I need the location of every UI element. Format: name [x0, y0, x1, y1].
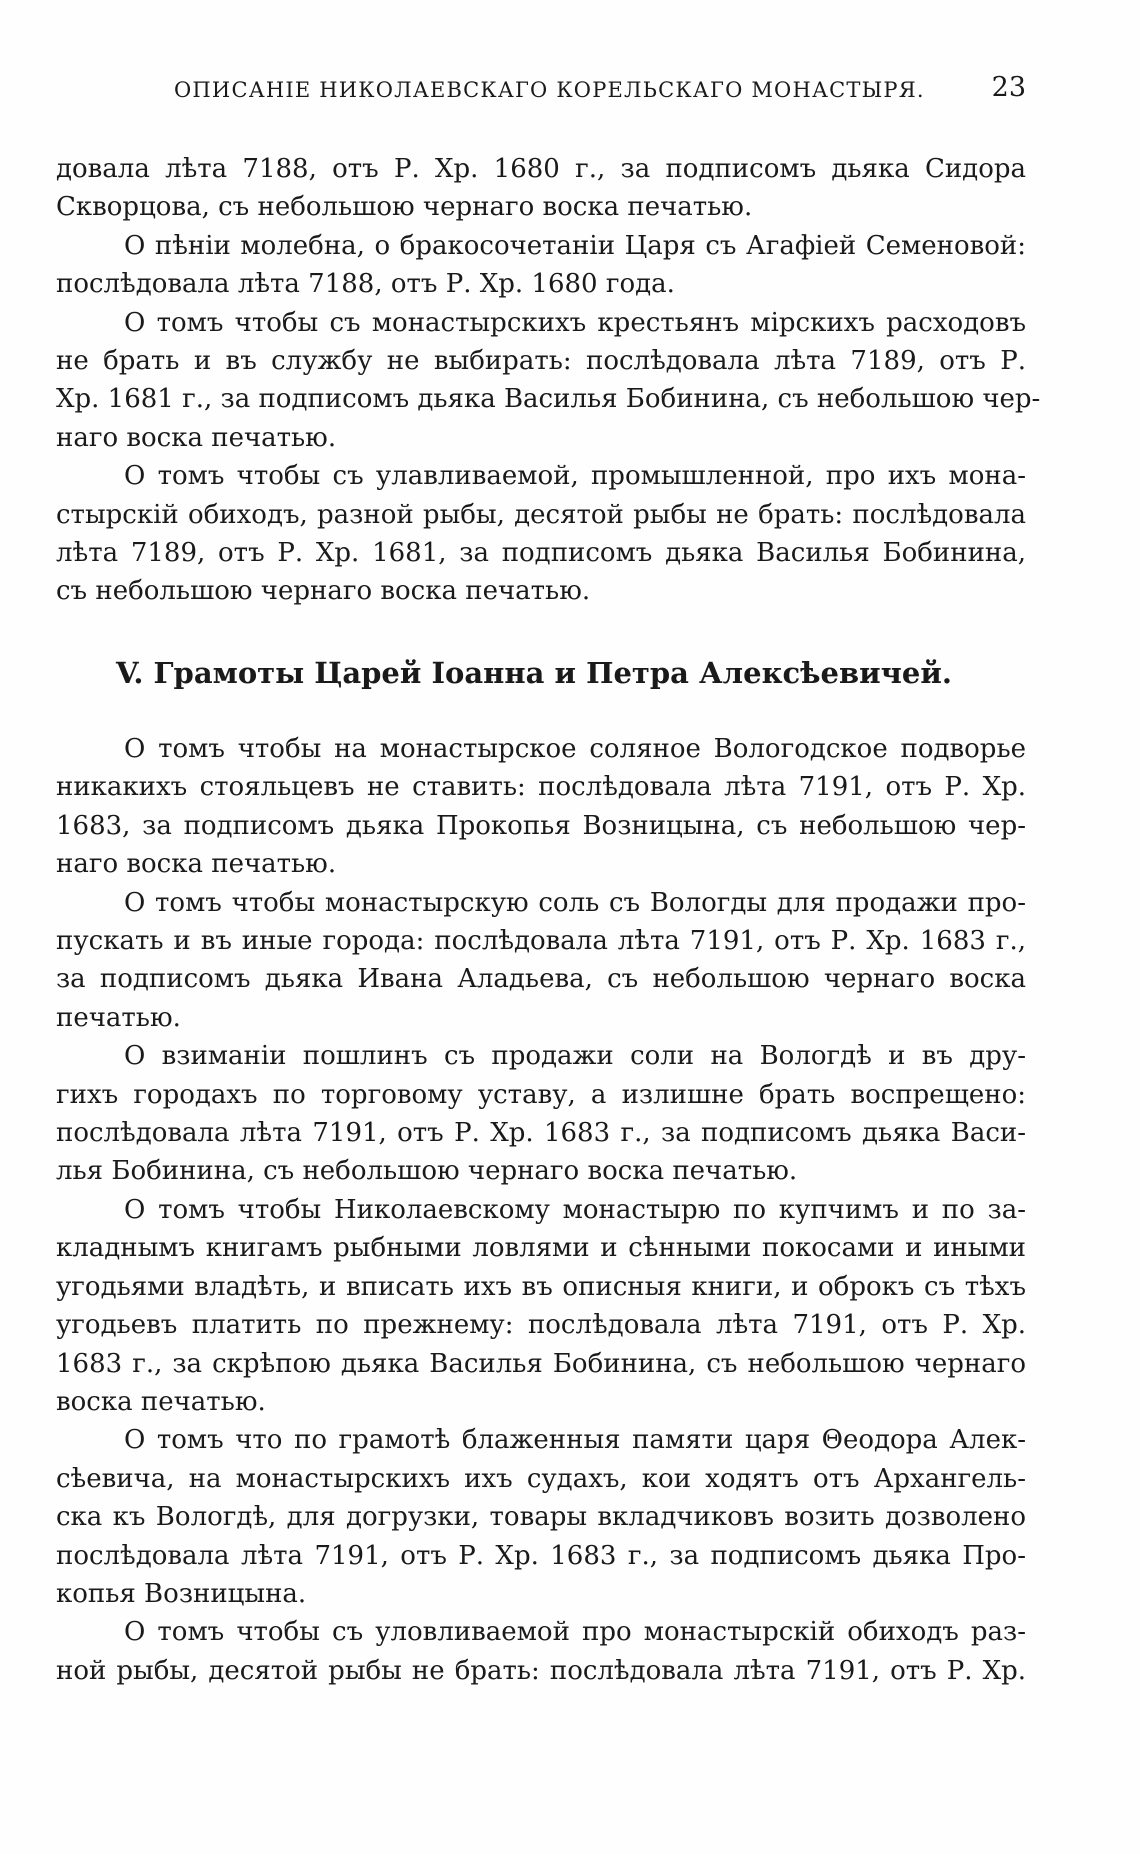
text-line: О пѣніи молебна, о бракосочетаніи Царя съ Агафіей Семеновой: [124, 230, 1026, 261]
text-line: за подписомъ дьяка Ивана Аладьева, съ небольшою чернаго воска [56, 964, 1026, 995]
text-line: О томъ что по грамотѣ блаженныя памяти царя Θеодора Алек- [124, 1425, 1026, 1456]
text-line: О томъ чтобы Николаевскому монастырю по купчимъ и по за- [124, 1194, 1026, 1225]
text-line: О томъ чтобы монастырскую соль съ Вологды для продажи про- [124, 887, 1026, 918]
text-line: кладнымъ книгамъ рыбными ловлями и сѣнными покосами и иными [56, 1233, 1026, 1264]
text-line: лѣта 7189, отъ Р. Хр. 1681, за подписомъ дьяка Василья Бобинина, [56, 538, 1026, 569]
text-line: довала лѣта 7188, отъ Р. Хр. 1680 г., за подписомъ дьяка Сидора [56, 154, 1026, 184]
text-line: О томъ чтобы съ улавливаемой, промышленной, про ихъ мона- [124, 461, 1026, 492]
paragraph [56, 1191, 1026, 1421]
paragraph [56, 1613, 1026, 1690]
page-number: 23 [991, 72, 1026, 103]
section-number: V. [116, 656, 144, 690]
paragraph [56, 730, 1026, 884]
paragraph [56, 150, 1026, 227]
text-line: никакихъ стояльцевъ не ставить: послѣдовала лѣта 7191, отъ Р. Хр. [56, 772, 1026, 803]
text-line: ска къ Вологдѣ, для догрузки, товары вкладчиковъ возить дозволено [56, 1502, 1026, 1533]
paragraph [56, 457, 1026, 611]
text-line: О взиманіи пошлинъ съ продажи соли на Вологдѣ и въ дру- [124, 1041, 1026, 1072]
text-line: послѣдовала лѣта 7191, отъ Р. Хр. 1683 г., за подписомъ дьяка Васи- [56, 1118, 1026, 1149]
paragraph [56, 1421, 1026, 1613]
text-line: угодьями владѣть, и вписать ихъ въ описныя книги, и оброкъ съ тѣхъ [56, 1271, 1026, 1302]
text-line: стырскій обиходъ, разной рыбы, десятой рыбы не брать: послѣдовала [56, 499, 1026, 530]
text-line: наго воска печатью. [56, 849, 337, 880]
text-line: ной рыбы, десятой рыбы не брать: послѣдовала лѣта 7191, отъ Р. Хр. [56, 1655, 1026, 1686]
page-header [56, 72, 1026, 112]
text-line: Хр. 1681 г., за подписомъ дьяка Василья Бобинина, съ небольшою чер- [56, 384, 1041, 415]
text-line: угодьевъ платить по прежнему: послѣдовала лѣта 7191, отъ Р. Хр. [56, 1310, 1026, 1341]
text-line: сѣевича, на монастырскихъ ихъ судахъ, кои ходятъ отъ Архангель- [56, 1463, 1026, 1494]
text-line: гихъ городахъ по торговому уставу, а излишне брать воспрещено: [56, 1079, 1026, 1110]
text-line: копья Возницына. [56, 1578, 307, 1609]
text-line: 1683 г., за скрѣпою дьяка Василья Бобинина, съ небольшою чернаго [56, 1348, 1026, 1379]
text-line: 1683, за подписомъ дьяка Прокопья Возницына, съ небольшою чер- [56, 810, 1026, 841]
paragraph [56, 884, 1026, 1038]
text-line: лья Бобинина, съ небольшою чернаго воска печатью. [56, 1156, 798, 1187]
text-line: Скворцова, съ небольшою чернаго воска печатью. [56, 192, 753, 223]
text-line: послѣдовала лѣта 7188, отъ Р. Хр. 1680 года. [56, 269, 675, 300]
section-title: Грамоты Царей Іоанна и Петра Алексѣевичей. [153, 656, 952, 690]
paragraph [56, 304, 1041, 458]
paragraph [56, 1037, 1026, 1191]
text-line: воска печатью. [56, 1386, 266, 1417]
text-line: не брать и въ службу не выбирать: послѣдовала лѣта 7189, отъ Р. [56, 346, 1026, 377]
section-heading [56, 656, 1026, 690]
text-block-after-section [56, 730, 1026, 1690]
text-line: наго воска печатью. [56, 422, 337, 453]
text-line: пускать и въ иные города: послѣдовала лѣта 7191, отъ Р. Хр. 1683 г., [56, 926, 1026, 957]
text-line: О томъ чтобы на монастырское соляное Вологодское подворье [124, 734, 1026, 764]
text-line: съ небольшою чернаго воска печатью. [56, 576, 591, 607]
paragraph [56, 227, 1026, 304]
text-line: печатью. [56, 1002, 181, 1033]
text-line: О томъ чтобы съ монастырскихъ крестьянъ мірскихъ расходовъ [124, 307, 1026, 338]
running-head: ОПИСАНІЕ НИКОЛАЕВСКАГО КОРЕЛЬСКАГО МОНАСТЫРЯ. [174, 78, 925, 102]
text-block-before-section [56, 150, 1041, 611]
text-line: послѣдовала лѣта 7191, отъ Р. Хр. 1683 г., за подписомъ дьяка Про- [56, 1540, 1026, 1571]
text-line: О томъ чтобы съ уловливаемой про монастырскій обиходъ раз- [124, 1617, 1026, 1648]
